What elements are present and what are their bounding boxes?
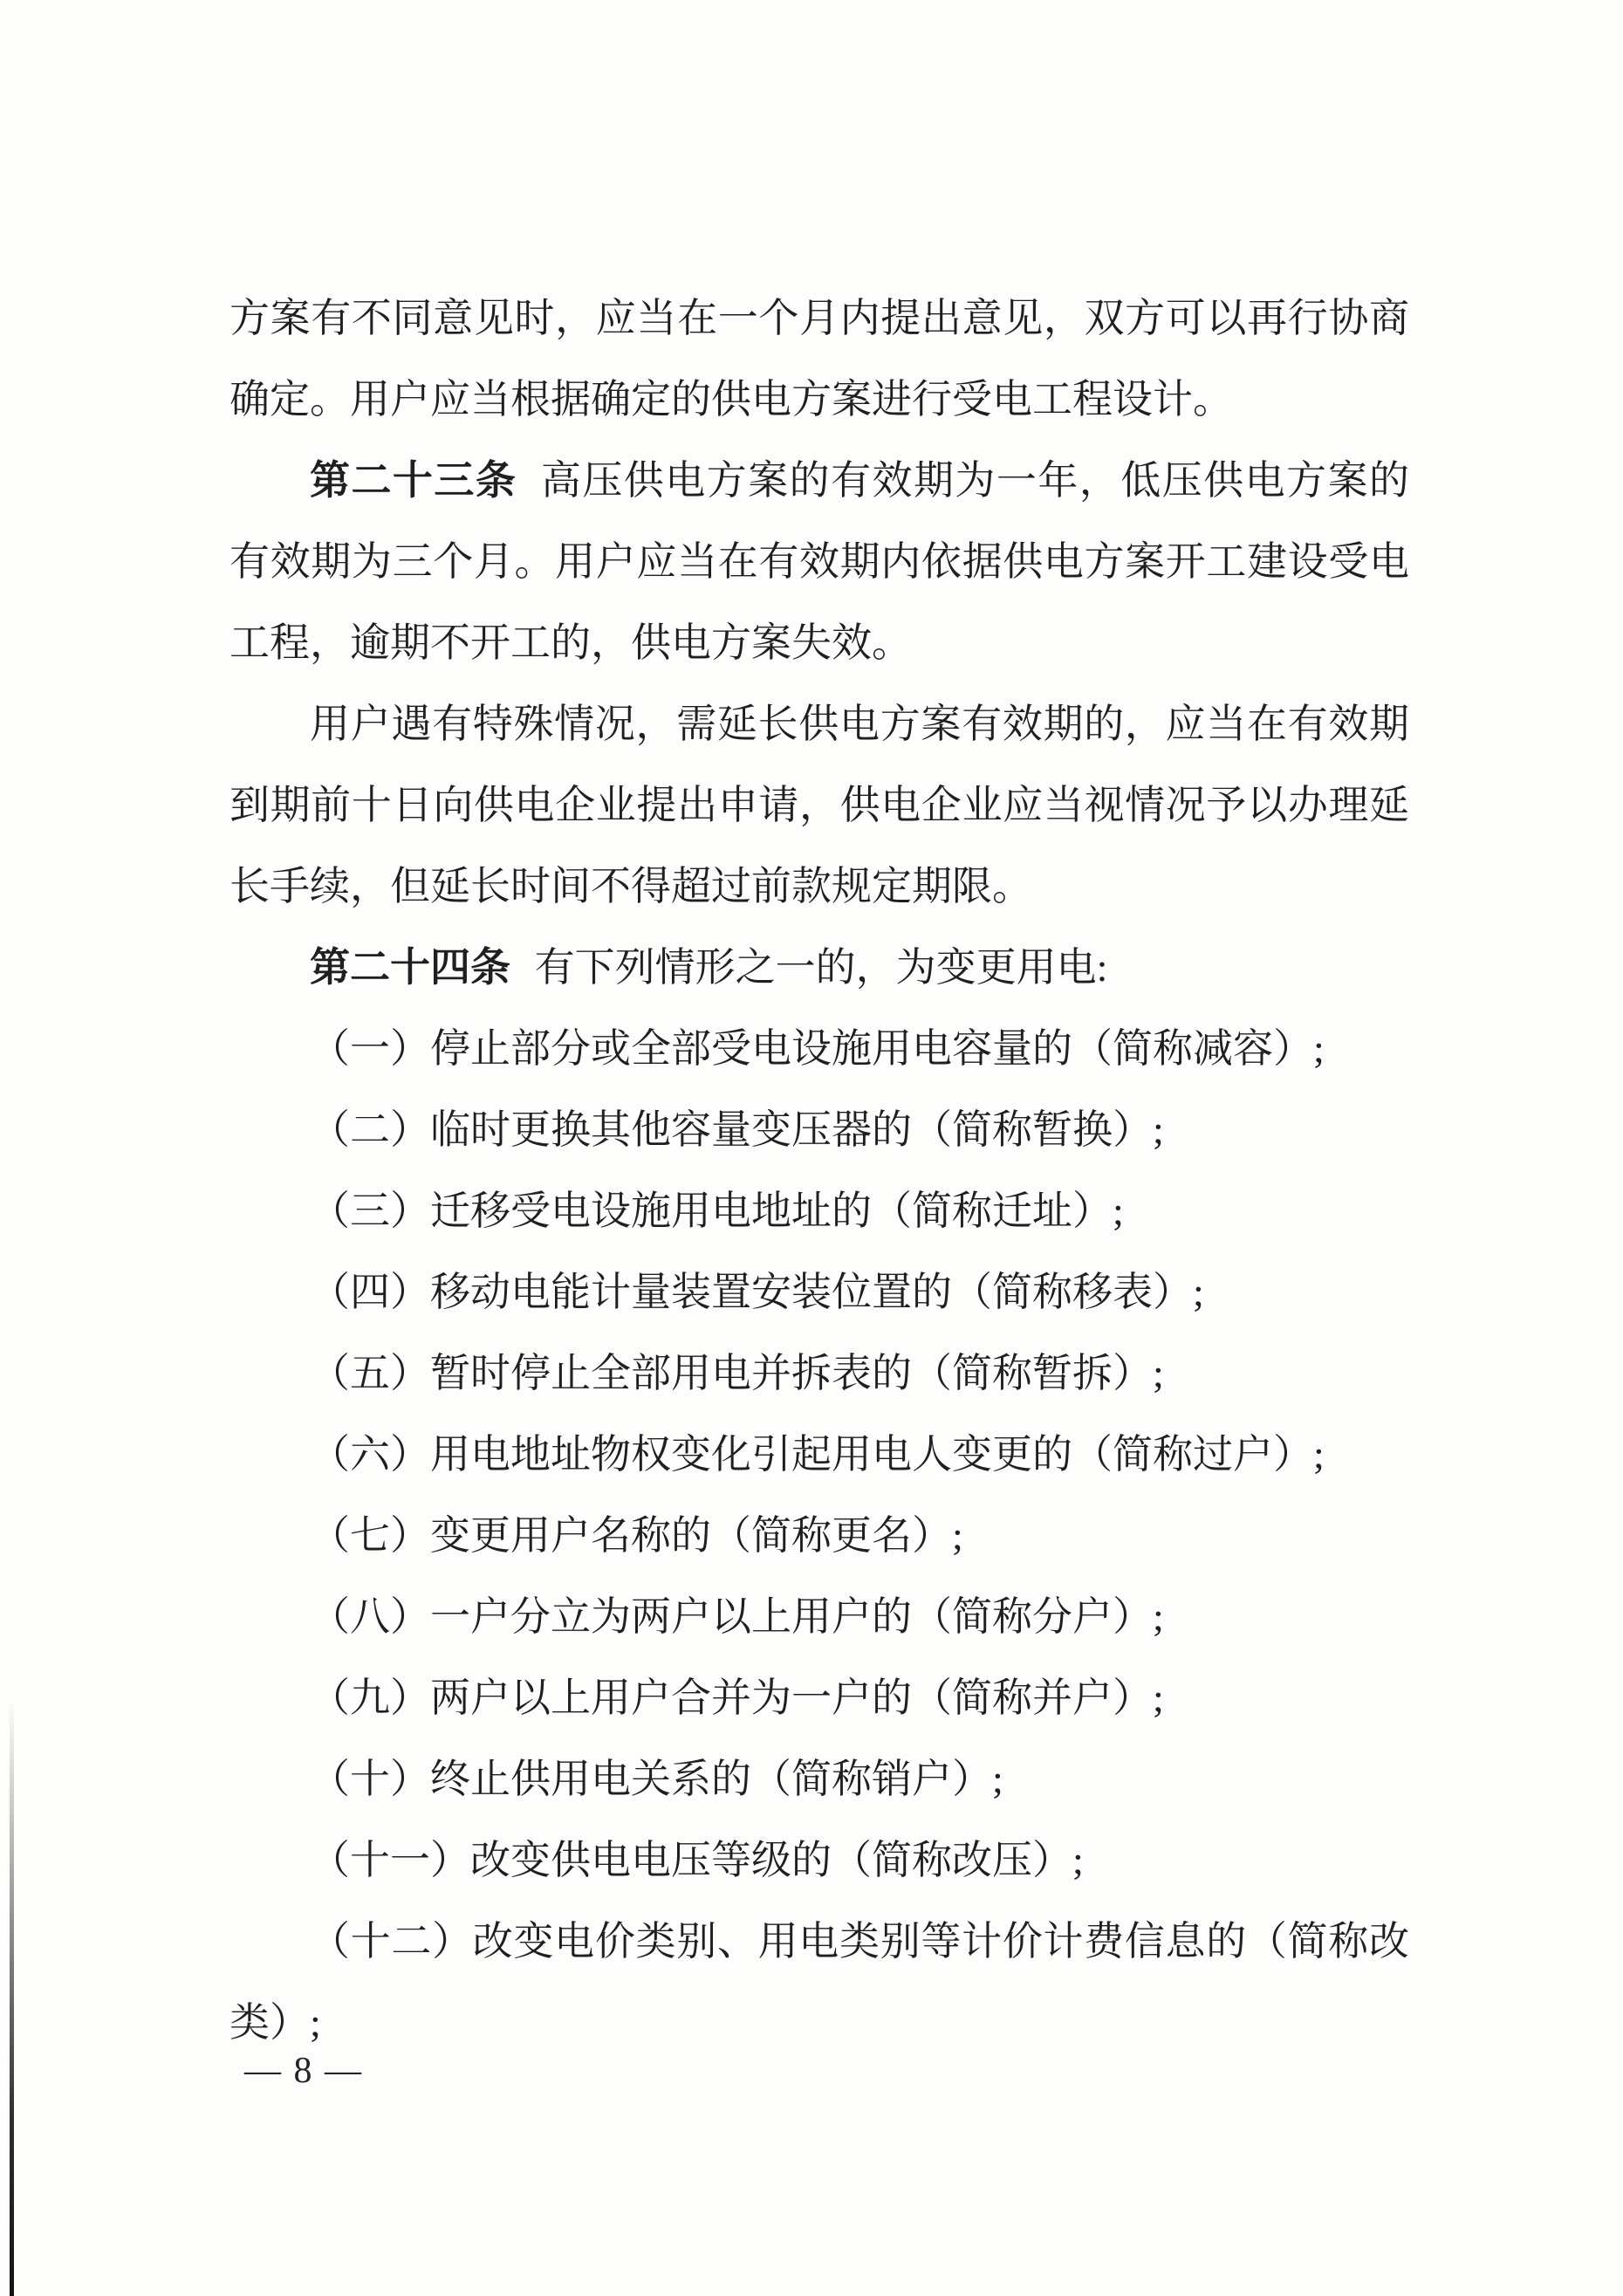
continued-paragraph-line-2: 确定。用户应当根据确定的供电方案进行受电工程设计。 xyxy=(229,377,1233,422)
item-9: （九）两户以上用户合并为一户的（简称并户）; xyxy=(310,1676,1164,1720)
article-23-para2-line-1: 用户遇有特殊情况，需延长供电方案有效期的，应当在有效期 xyxy=(310,702,1409,746)
article-23-para2-line-3: 长手续，但延长时间不得超过前款规定期限。 xyxy=(229,864,1032,908)
article-23-heading-line xyxy=(229,440,1409,521)
document-content xyxy=(229,278,1409,2063)
item-5: （五）暂时停止全部用电并拆表的（简称暂拆）; xyxy=(310,1351,1164,1395)
item-12-line-1: （十二）改变电价类别、用电类别等计价计费信息的（简称改 xyxy=(310,1919,1409,1964)
item-1: （一）停止部分或全部受电设施用电容量的（简称减容）; xyxy=(310,1026,1325,1071)
item-6: （六）用电地址物权变化引起用电人变更的（简称过户）; xyxy=(310,1432,1325,1477)
scan-edge-artifact xyxy=(10,1700,14,2296)
article-24-number: 第二十四条 xyxy=(310,944,510,990)
item-8: （八）一户分立为两户以上用户的（简称分户）; xyxy=(310,1594,1164,1639)
article-24-heading-line xyxy=(229,927,1409,1008)
page-number: — 8 — xyxy=(244,2051,363,2091)
article-23-text: 高压供电方案的有效期为一年，低压供电方案的 xyxy=(540,458,1410,503)
item-7: （七）变更用户名称的（简称更名）; xyxy=(310,1513,963,1558)
continued-paragraph-line-1: 方案有不同意见时，应当在一个月内提出意见，双方可以再行协商 xyxy=(229,296,1409,340)
article-23-line-2: 有效期为三个月。用户应当在有效期内依据供电方案开工建设受电 xyxy=(229,539,1409,584)
item-2: （二）临时更换其他容量变压器的（简称暂换）; xyxy=(310,1107,1164,1152)
item-10: （十）终止供用电关系的（简称销户）; xyxy=(310,1757,1003,1801)
article-23-para2-line-2: 到期前十日向供电企业提出申请，供电企业应当视情况予以办理延 xyxy=(229,783,1409,827)
item-3: （三）迁移受电设施用电地址的（简称迁址）; xyxy=(310,1189,1124,1233)
item-12-line-2: 类）; xyxy=(229,2000,321,2045)
item-4: （四）移动电能计量装置安装位置的（简称移表）; xyxy=(310,1270,1204,1314)
article-23-number: 第二十三条 xyxy=(310,457,517,503)
article-23-line-3: 工程，逾期不开工的，供电方案失效。 xyxy=(229,620,912,665)
item-11: （十一）改变供电电压等级的（简称改压）; xyxy=(310,1838,1084,1882)
article-24-text: 有下列情形之一的，为变更用电: xyxy=(534,945,1108,990)
